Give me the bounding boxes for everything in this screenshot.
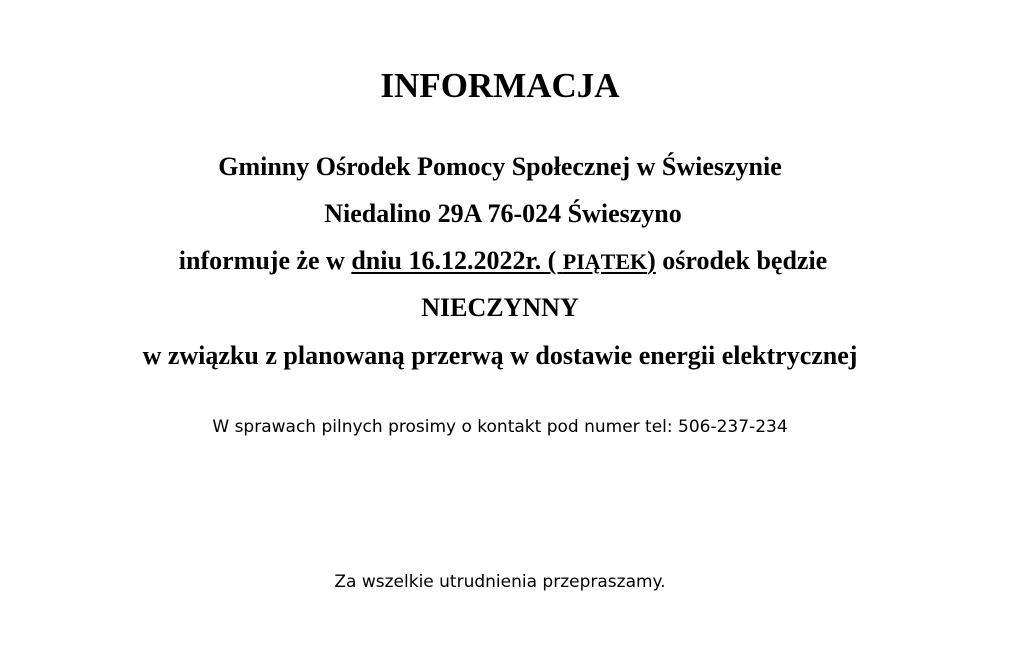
notice-prefix: informuje że w — [178, 246, 352, 275]
closure-status: NIECZYNNY — [421, 293, 579, 322]
contact-info: W sprawach pilnych prosimy o kontakt pod numer tel: 506-237-234 — [212, 417, 788, 437]
apology-text: Za wszelkie utrudnienia przepraszamy. — [334, 572, 666, 592]
closure-date — [351, 246, 655, 275]
closure-date-text: dniu 16.12.2022r. ( — [351, 246, 563, 275]
closure-reason: w związku z planowaną przerwą w dostawie energii elektrycznej — [142, 341, 858, 370]
document-title: INFORMACJA — [380, 66, 620, 105]
institution-name: Gminny Ośrodek Pomocy Społecznej w Świeszynie — [218, 152, 782, 181]
institution-address: Niedalino 29A 76-024 Świeszyno — [324, 199, 682, 228]
closure-weekday: PIĄTEK — [562, 249, 648, 274]
closure-date-close: ) — [647, 246, 656, 275]
closure-notice — [3, 244, 1003, 279]
notice-suffix: ośrodek będzie — [655, 246, 828, 275]
